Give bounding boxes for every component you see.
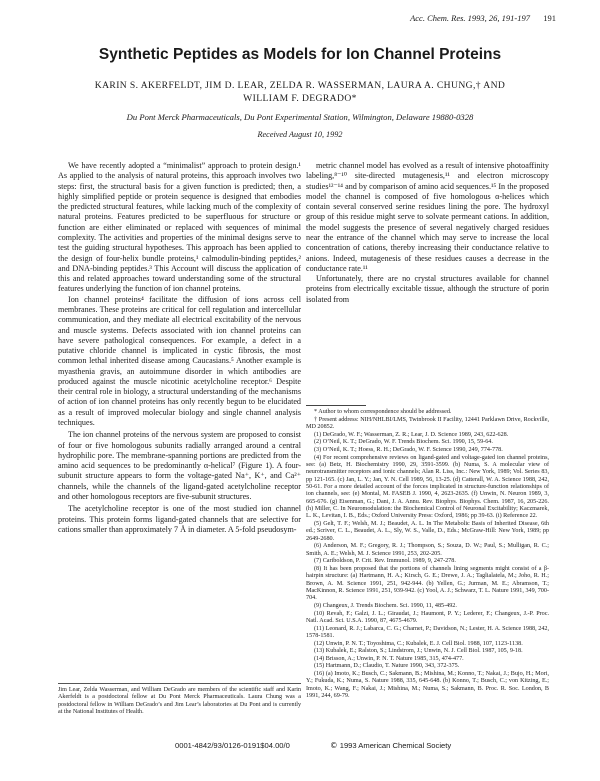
article-code: 0001-4842/93/0126-0191$04.00/0 xyxy=(175,741,290,750)
body-paragraph: Unfortunately, there are no crystal structures available for channel proteins from electrically excitable tissue, although the structure of porin isolated from xyxy=(306,274,549,304)
footnote-rule xyxy=(306,405,366,406)
body-paragraph: metric channel model has evolved as a result of intensive photoaffinity labeling,⁸⁻¹⁰ site-directed mutagenesis,¹¹ and electron microscopy studies¹²⁻¹⁴ and by comparison of amino acid sequences.¹⁵ In the proposed model the channel is composed of five homologous α-helices which contain several conserved serine residues lining the pore. The hydroxyl group of this residue might serve to solvate permeant cations. In addition, the model suggests the presence of several negatively charged residues near the entrance of the channel which may serve to increase the local concentration of cations, thereby increasing their conductance relative to anions. Indeed, mutagenesis of these residues causes a decrease in the conductance rate.¹¹ xyxy=(306,161,549,273)
author-line: WILLIAM F. DEGRADO* xyxy=(243,93,357,104)
received-date: Received August 10, 1992 xyxy=(257,130,343,139)
footnote: * Author to whom correspondence should be addressed. xyxy=(314,409,452,415)
body-paragraph: The acetylcholine receptor is one of the most studied ion channel proteins. This protein forms ligand-gated channels that are selective for cations smaller than approximately 7 Å in diameter. A 5-fold pseudosym- xyxy=(58,504,301,534)
footnote: (5) Gelt, T. F.; Welsh, M. J.; Beaudet, A. L. In The Metabolic Basis of Inherited Disease, 6th ed.; Scriver, C. L., Beaudet, A. L., Sly, W. S., Valle, D., Eds.; McGraw-Hill: New York, 1989; pp 2649-2680. xyxy=(306,520,549,542)
footnote: (10) Revah, F.; Galzi, J. L.; Giraudat, J.; Haumont, P. Y.; Lederer, F.; Changeux, J.-P. Proc. Natl. Acad. Sci. U.S.A. 1990, 87, 4675-4679. xyxy=(306,610,549,624)
body-paragraph: We have recently adopted a “minimalist” approach to protein design.¹ As applied to the analysis of natural proteins, this approach involves two steps: first, the structural basis for a given function is predicted; then, a highly simplified peptide or protein sequence is designed that embodies the predicted structural features, while lacking much of the complexity of natural proteins. Features predicted to be superfluous for structure or function are either eliminated or replaced with sequences of minimal complexity. The activities and properties of the minimal designs serve to test the guiding structural hypotheses. This approach has been applied to the design of four-helix bundle proteins,¹ calmodulin-binding peptides,² and DNA-binding peptides.³ This Account will discuss the application of this and related approaches toward understanding some of the structural features underlying the function of ion channel proteins. xyxy=(58,161,301,294)
page-number: 191 xyxy=(543,13,556,23)
footnote: (4) For recent comprehensive reviews on ligand-gated and voltage-gated ion channel proteins, see: (a) Betz, H. Biochemistry 1990, 29, 3591-3599. (b) Numa, S. A molecular view of neurotransmitter receptors and ionic channels; Alan R. Liss, Inc.: New York, 1989; Vol. Series 83, pp 121-165. (c) Jan, L. Y.; Jan, Y. N. Cell 1989, 56, 13-25. (d) Catterall, W. A. Science 1988, 242, 50-61. For a more detailed account of the forces implicated in structure-function relationships of ion channels, see: (e) Montal, M. FASEB J. 1990, 4, 2623-2635. (f) Unwin, N. Neuron 1989, 3, 665-676. (g) Eisenman, G.; Dani, J. A. Annu. Rev. Biophys. Biophys. Chem. 1987, 16, 205-226. (h) Miller, C. In Neuromodulation: the Biochemical Control of Neuronal Excitability; Kaczmarek, L. K., Levitan, I. B., Eds.; Oxford University Press: Oxford, 1986; pp 39-63. (i) Reference 22. xyxy=(306,454,549,520)
author-biography: Jim Lear, Zelda Wasserman, and William DeGrado are members of the scientific staff and Karin Akerfeldt is a postdoctoral fellow at Du Pont Merck Pharmaceuticals. Laura Chung was a postdoctoral fellow in William DeGrado’s and Jim Lear’s laboratories at Du Pont and is currently at the National Institutes of Health. xyxy=(58,683,301,716)
author-line: KARIN S. AKERFELDT, JIM D. LEAR, ZELDA R. WASSERMAN, LAURA A. CHUNG,† AND xyxy=(94,80,506,91)
footnote-list xyxy=(306,409,549,700)
journal-citation: Acc. Chem. Res. 1993, 26, 191-197 xyxy=(410,13,530,23)
body-paragraph: Ion channel proteins⁴ facilitate the diffusion of ions across cell membranes. These proteins are critical for cell regulation and intercellular communication, and they mediate all electrical excitability of the nervous and muscle systems. Defects associated with ion channel proteins can have severe pathological consequences. For example, a defect in a putative chloride channel is implicated in cystic fibrosis, the most common lethal inherited disease among Caucasians.⁵ Another example is myasthenia gravis, an autoimmune disorder in which antibodies are produced against the muscle nicotinic acetylcholine receptor.⁶ Despite their central role in biology, a structural understanding of the mechanisms of action of ion channel proteins has only recently begun to be elucidated as a result of improved molecular biology and single channel analysis techniques. xyxy=(58,294,301,428)
right-column xyxy=(306,161,549,305)
affiliation: Du Pont Merck Pharmaceuticals, Du Pont Experimental Station, Wilmington, Delaware 19880-0328 xyxy=(126,112,474,122)
left-column xyxy=(58,161,301,535)
footnote: (15) Hartmann, D.; Claudio, T. Nature 1990, 343, 372-375. xyxy=(314,663,460,670)
footnote: (14) Brisson, A.; Unwin, P. N. T. Nature 1985, 315, 474-477. xyxy=(314,655,464,662)
page-footer xyxy=(0,741,600,753)
author-list xyxy=(60,79,540,105)
footnote: (7) Cariboldson, P. Crit. Rev. Immunol. 1989, 9, 247-278. xyxy=(314,558,456,565)
article-title: Synthetic Peptides as Models for Ion Channel Proteins xyxy=(98,46,502,63)
footnotes-section xyxy=(306,405,549,701)
copyright-text: 1993 American Chemical Society xyxy=(339,741,452,750)
footnote: (8) It has been proposed that the portions of channels lining segments might consist of a β-hairpin structure: (a) Hartmann, H. A.; Kirsch, G. E.; Drewe, J. A.; Taglialatela, M.; Joho, R. H.; Brown, A. M. Science 1991, 251, 942-944. (b) Yellen, G.; Jurman, M. E.; Abramson, T.; MacKinnon, R. Science 1991, 251, 939-942. (c) Yool, A. J.; Schwarz, T. L. Nature 1991, 349, 700-704. xyxy=(306,565,549,602)
footnote: (11) Leonard, R. J.; Labarca, C. G.; Charnet, P.; Davidson, N.; Lester, H. A. Science 1988, 242, 1578-1581. xyxy=(306,625,549,639)
body-paragraph: The ion channel proteins of the nervous system are proposed to consist of four or five homologous subunits radially arranged around a central hydrophilic pore. The membrane-spanning portions are predicted from the amino acid sequences to be predominantly α-helical⁷ (Figure 1). A four-subunit structure appears to form the voltage-gated Na⁺, K⁺, and Ca²⁺ channels, while the channels of the ligand-gated acetylcholine receptor and other homologous receptors are five-subunit structures. xyxy=(58,430,301,501)
footnote: (1) DeGrado, W. F.; Wasserman, Z. R.; Lear, J. D. Science 1989, 243, 622-628. xyxy=(314,431,509,438)
footnote: (13) Kubalek, E.; Ralston, S.; Lindstrom, J.; Unwin, N. J. Cell Biol. 1987, 105, 9-18. xyxy=(314,648,523,655)
footnote: † Present address: NIH/NHLBI/LMS, Twinbrook II Facility, 12441 Parklawn Drive, Rockville, MD 20852. xyxy=(306,416,549,430)
footnote: (2) O’Neil, K. T.; DeGrado, W. F. Trends Biochem. Sci. 1990, 15, 59-64. xyxy=(314,439,493,446)
footnote: (9) Changeux, J. Trends Biochem. Sci. 1990, 11, 485-492. xyxy=(314,602,457,609)
footnote: (16) (a) Imoto, K.; Busch, C.; Sakmann, B.; Mishina, M.; Konno, T.; Nakai, J.; Bujo, H.; Mori, Y.; Fukuda, K.; Numa, S. Nature 1988, 335, 645-648. (b) Konno, T.; Busch, C.; von Kitzing, E.; Imoto, K.; Wang, F.; Nakai, J.; Mishina, M.; Numa, S.; Sakmann, B. Proc. R. Soc. London, B 1991, 244, 69-79. xyxy=(306,671,549,700)
footnote: (12) Unwin, P. N. T.; Toyoshima, C.; Kubalek, E. J. Cell Biol. 1988, 107, 1123-1138. xyxy=(314,640,523,647)
footnote: (3) O’Neil, K. T.; Hoess, R. H.; DeGrado, W. F. Science 1990, 249, 774-778. xyxy=(314,446,503,453)
footnote: (6) Anderson, M. F.; Gregory, R. J.; Thompson, S.; Souza, D. W.; Paul, S.; Mulligan, R. C.; Smith, A. E.; Welsh, M. J. Science 1991, 253, 202-205. xyxy=(306,543,549,557)
copyright-notice xyxy=(330,741,451,750)
copyright-icon: © xyxy=(330,741,338,750)
running-head xyxy=(0,13,600,27)
